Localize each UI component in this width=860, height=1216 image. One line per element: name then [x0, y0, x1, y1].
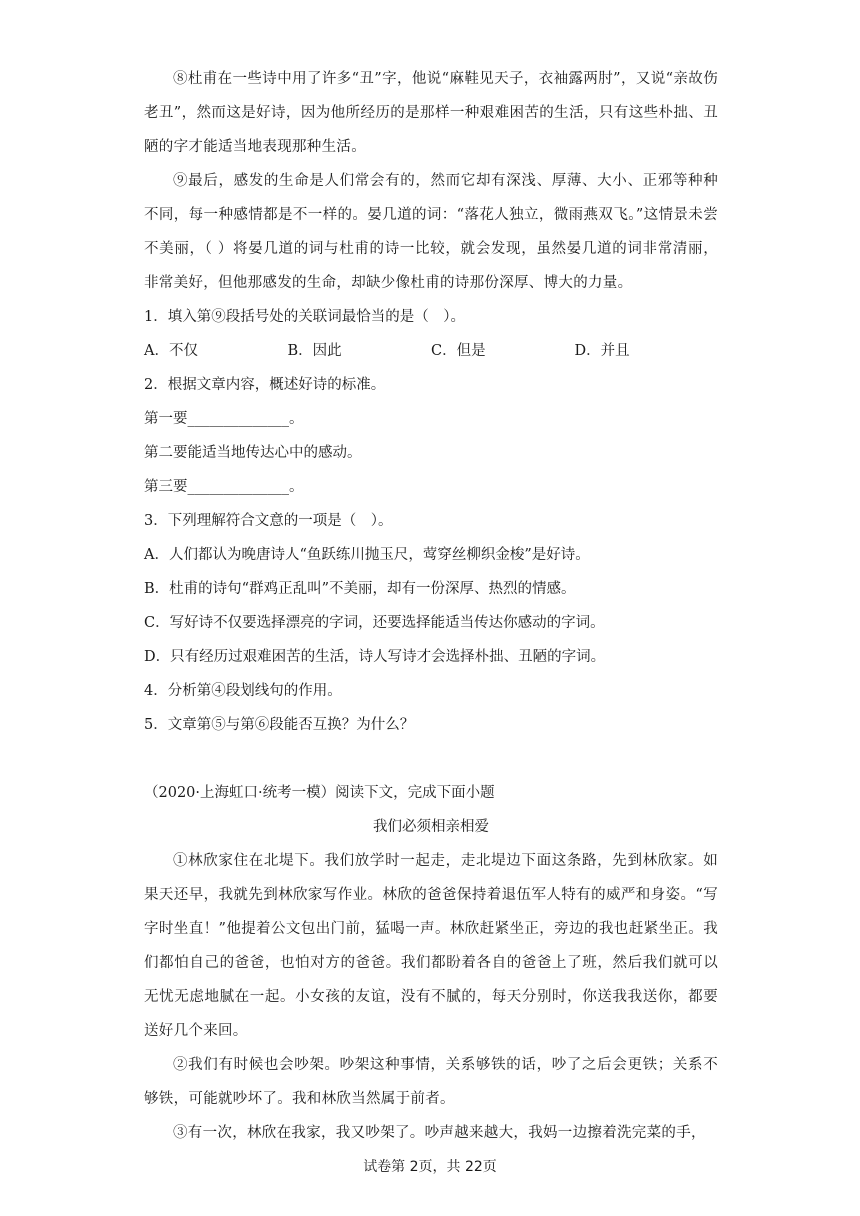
- question-4: 4．分析第④段划线句的作用。: [144, 683, 342, 699]
- question-3-option-c: C．写好诗不仅要选择漂亮的字词，还要选择能适当传达你感动的字词。: [144, 615, 605, 631]
- passage-title: 我们必须相亲相爱: [373, 819, 489, 835]
- paragraph-9: ⑨最后，感发的生命是人们常会有的，然而它却有深浅、厚薄、大小、正邪等种种不同，每一种感情都是不一样的。晏几道的词：“落花人独立，微雨燕双飞。”这情景未尝不美丽，（ ）将晏几道的词与杜甫的诗一比较，就会发现，虽然晏几道的词非常清丽，非常美好，但他那感发的生命，却缺少像杜甫的诗那份深厚、博大的力量。: [144, 173, 718, 291]
- question-1-options: [144, 334, 718, 368]
- question-2-line-3: 第三要______________。: [144, 479, 304, 495]
- option-b: B．因此: [287, 343, 342, 359]
- paragraph-1: ①林欣家住在北堤下。我们放学时一起走，走北堤边下面这条路，先到林欣家。如果天还早，我就先到林欣家写作业。林欣的爸爸保持着退伍军人特有的威严和身姿。“写字时坐直！”他提着公文包出门前，猛喝一声。林欣赶紧坐正，旁边的我也赶紧坐正。我们都怕自己的爸爸，也怕对方的爸爸。我们都盼着各自的爸爸上了班，然后我们就可以无忧无虑地腻在一起。小女孩的友谊，没有不腻的，每天分别时，你送我我送你，都要送好几个来回。: [144, 853, 718, 1039]
- question-3-stem: 3．下列理解符合文意的一项是（ ）。: [144, 513, 393, 529]
- paragraph-8: ⑧杜甫在一些诗中用了许多“丑”字，他说“麻鞋见天子，衣袖露两肘”，又说“亲故伤老丑”，然而这是好诗，因为他所经历的是那样一种艰难困苦的生活，只有这些朴拙、丑陋的字才能适当地表现那种生活。: [144, 71, 718, 155]
- option-c: C．但是: [431, 343, 486, 359]
- question-2-line-1: 第一要______________。: [144, 411, 304, 427]
- page-footer: 试卷第 2页，共 22页: [363, 1159, 497, 1175]
- question-1-stem: 1．填入第⑨段括号处的关联词最恰当的是（ ）。: [144, 309, 465, 325]
- paragraph-3: ③有一次，林欣在我家，我又吵架了。吵声越来越大，我妈一边擦着洗完菜的手，: [173, 1125, 706, 1141]
- option-d: D．并且: [574, 343, 630, 359]
- passage-source: （2020·上海虹口·统考一模）阅读下文，完成下面小题: [144, 785, 495, 801]
- question-2-stem: 2．根据文章内容，概述好诗的标准。: [144, 377, 386, 393]
- option-a: A．不仅: [144, 343, 198, 359]
- paragraph-2: ②我们有时候也会吵架。吵架这种事情，关系够铁的话，吵了之后会更铁；关系不够铁，可能就吵坏了。我和林欣当然属于前者。: [144, 1057, 718, 1107]
- question-3-option-d: D．只有经历过艰难困苦的生活，诗人写诗才会选择朴拙、丑陋的字词。: [144, 649, 606, 665]
- exam-page: [144, 62, 718, 1150]
- question-3-option-b: B．杜甫的诗句“群鸡正乱叫”不美丽，却有一份深厚、热烈的情感。: [144, 581, 576, 597]
- question-3-option-a: A．人们都认为晚唐诗人“鱼跃练川抛玉尺，莺穿丝柳织金梭”是好诗。: [144, 547, 590, 563]
- question-2-line-2: 第二要能适当地传达心中的感动。: [144, 445, 362, 461]
- question-5: 5．文章第⑤与第⑥段能否互换？为什么？: [144, 717, 415, 733]
- section-gap: [144, 742, 718, 776]
